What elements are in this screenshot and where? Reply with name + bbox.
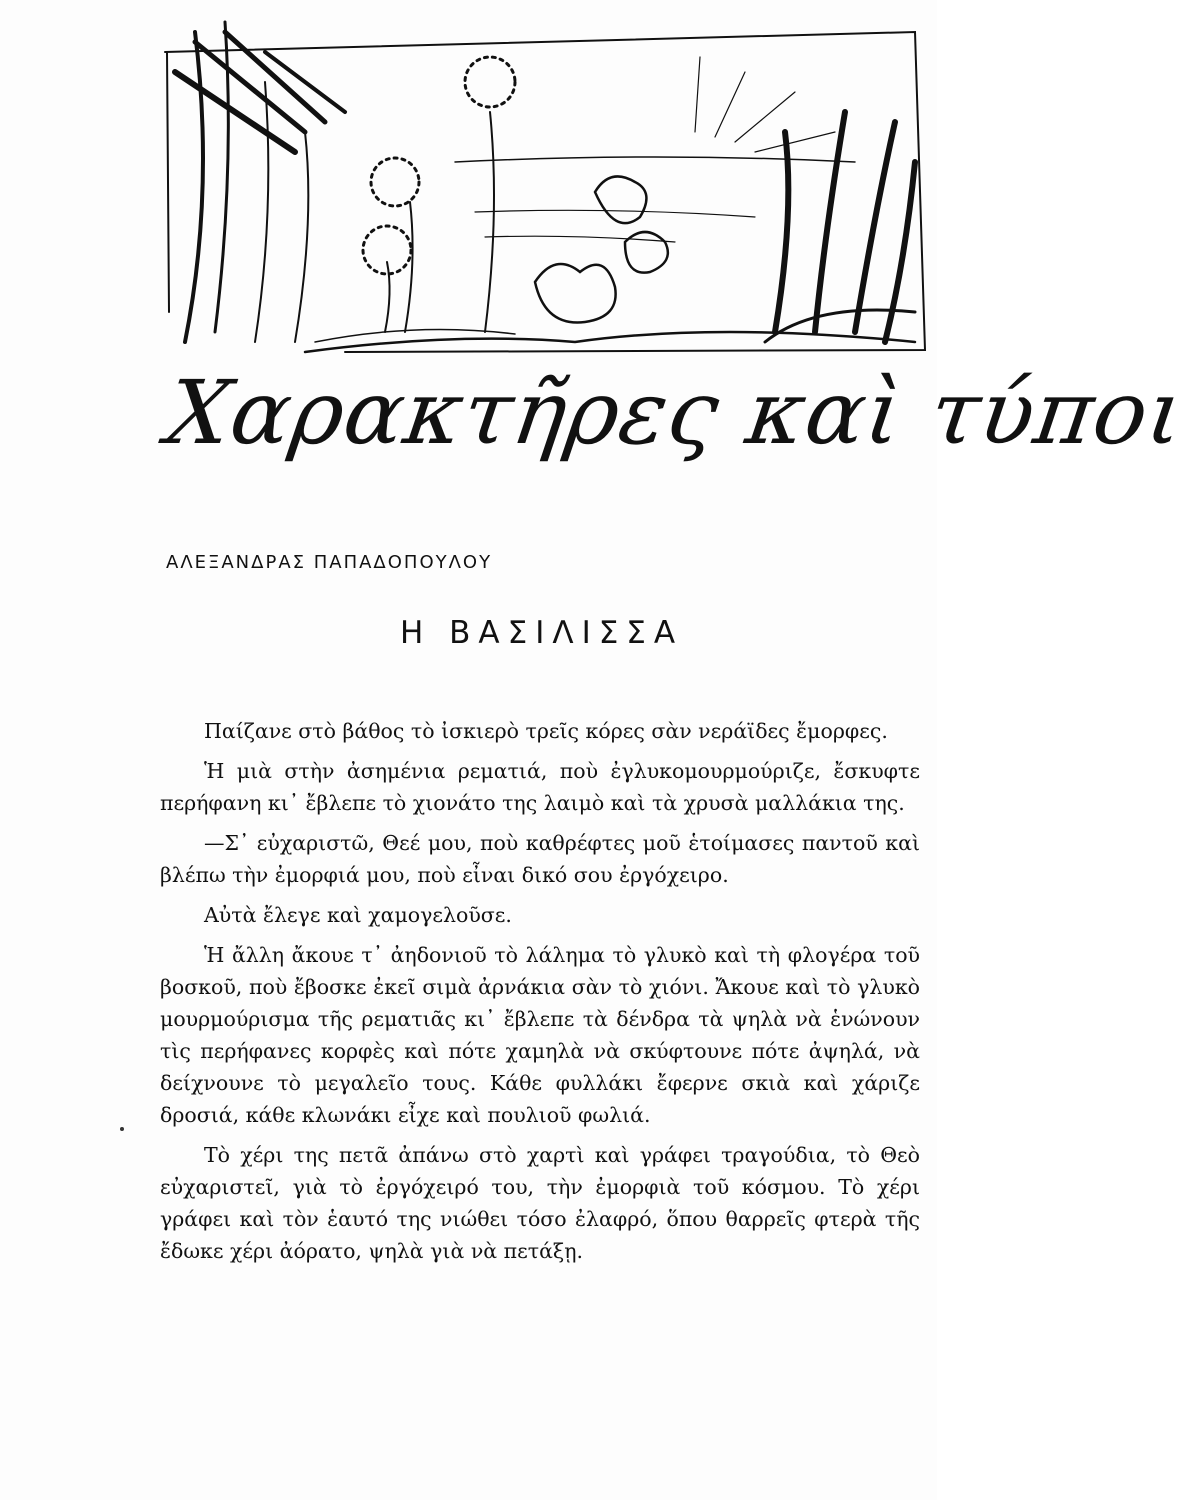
section-header-title: Χαρακτῆρες καὶ τύποι: [160, 361, 1191, 464]
paragraph: Ἡ μιὰ στὴν ἀσημένια ρεματιά, ποὺ ἐγλυκομουρμούριζε, ἔσκυφτε περήφανη κι᾽ ἔβλεπε τὸ χιονάτο της λαιμὸ καὶ τὰ χρυσὰ μαλλάκια της.: [160, 759, 920, 815]
paragraph: Παίζανε στὸ βάθος τὸ ἰσκιερὸ τρεῖς κόρες σὰν νεράϊδες ἔμορφες.: [204, 719, 888, 743]
paragraph: Ἡ ἄλλη ἄκουε τ᾽ ἀηδονιοῦ τὸ λάλημα τὸ γλυκὸ καὶ τὴ φλογέρα τοῦ βοσκοῦ, ποὺ ἔβοσκε ἐκεῖ σιμὰ ἀρνάκια σὰν τὸ χιόνι. Ἄκουε καὶ τὸ γλυκὸ μουρμούρισμα τῆς ρεματιᾶς κι᾽ ἔβλεπε τὰ δένδρα τὰ ψηλὰ νὰ ἑνώνουν τὶς περήφανες κορφὲς καὶ πότε χαμηλὰ νὰ σκύφτουνε πότε ἀψηλά, νὰ δείχνουνε τὸ μεγαλεῖο τους. Κάθε φυλλάκι ἔφερνε σκιὰ καὶ χάριζε δροσιά, κάθε κλωνάκι εἶχε καὶ πουλιοῦ φωλιά.: [160, 943, 920, 1127]
author-name: ΑΛΕΞΑΝΔΡΑΣ ΠΑΠΑΔΟΠΟΥΛΟΥ: [166, 552, 493, 573]
header-illustration: [155, 12, 933, 360]
paragraph: Αὐτὰ ἔλεγε καὶ χαμογελοῦσε.: [204, 903, 512, 927]
paragraph: —Σ᾽ εὐχαριστῶ, Θεέ μου, ποὺ καθρέφτες μοῦ ἑτοίμασες παντοῦ καὶ βλέπω τὴν ἐμορφιά μου, ποὺ εἶναι δικό σου ἐργόχειρο.: [160, 831, 920, 887]
margin-speck: [120, 1127, 124, 1131]
paragraph: Τὸ χέρι της πετᾶ ἀπάνω στὸ χαρτὶ καὶ γράφει τραγούδια, τὸ Θεὸ εὐχαριστεῖ, γιὰ τὸ ἐργόχειρό του, τὴν ἐμορφιὰ τοῦ κόσμου. Τὸ χέρι γράφει καὶ τὸν ἑαυτό της νιώθει τόσο ἐλαφρό, ὅπου θαρρεῖς φτερὰ τῆς ἔδωκε χέρι ἀόρατο, ψηλὰ γιὰ νὰ πετάξῃ.: [160, 1143, 920, 1263]
story-title: Η ΒΑΣΙΛΙΣΣΑ: [400, 615, 684, 651]
story-body: [160, 715, 920, 1275]
